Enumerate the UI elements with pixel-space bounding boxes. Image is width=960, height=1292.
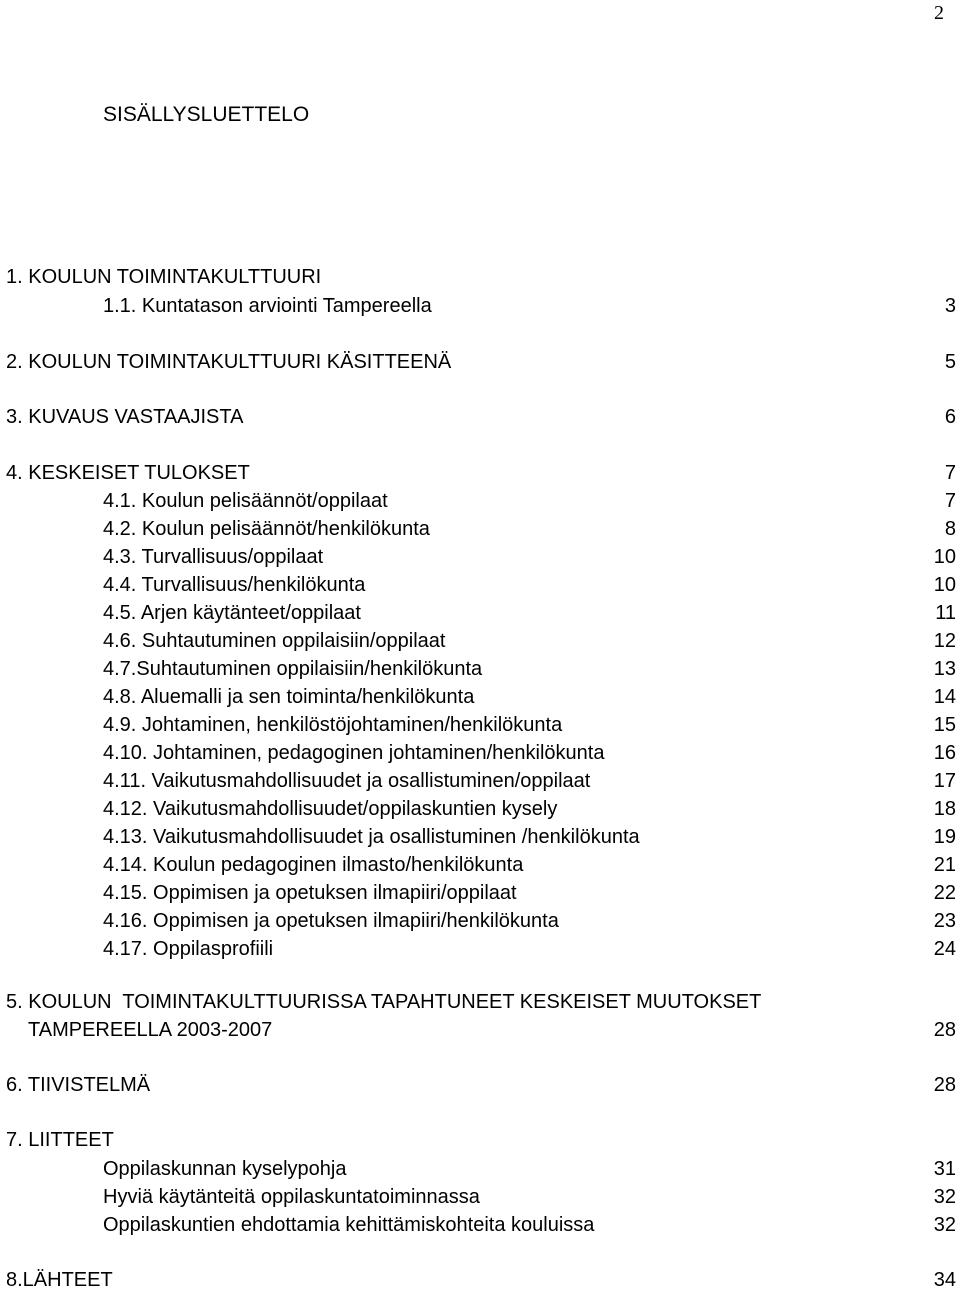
toc-entry-page: 10 [933, 574, 956, 596]
toc-entry-text: 4.11. Vaikutusmahdollisuudet ja osallistuminen/oppilaat [103, 770, 591, 792]
toc-entry-page: 11 [935, 602, 956, 624]
toc-entry-page: 5 [944, 351, 956, 373]
toc-entry-page: 28 [933, 1074, 956, 1096]
toc-entry-text: 4.10. Johtaminen, pedagoginen johtaminen/henkilökunta [103, 742, 605, 764]
toc-entry-page: 24 [933, 938, 956, 960]
toc-entry-text: 8.LÄHTEET [6, 1269, 113, 1291]
toc-entry-text: 6. TIIVISTELMÄ [6, 1074, 151, 1096]
toc-entry-text: 4.8. Aluemalli ja sen toiminta/henkilökunta [103, 686, 475, 708]
toc-entry-text: 4.6. Suhtautuminen oppilaisiin/oppilaat [103, 630, 446, 652]
toc-entry-page: 21 [933, 854, 956, 876]
toc-entry-page: 6 [944, 406, 956, 428]
toc-entry-page: 15 [933, 714, 956, 736]
toc-entry-text: Oppilaskuntien ehdottamia kehittämiskohteita kouluissa [103, 1214, 595, 1236]
toc-entry-text: 1.1. Kuntatason arviointi Tampereella [103, 295, 432, 317]
toc-entry-text: 4.2. Koulun pelisäännöt/henkilökunta [103, 518, 430, 540]
toc-entry-page: 8 [944, 518, 956, 540]
toc-entry-text: 4.9. Johtaminen, henkilöstöjohtaminen/henkilökunta [103, 714, 563, 736]
toc-entry-text: 4.3. Turvallisuus/oppilaat [103, 546, 324, 568]
toc-entry-page: 10 [933, 546, 956, 568]
toc-entry-page: 3 [944, 295, 956, 317]
toc-entry-text: 4.4. Turvallisuus/henkilökunta [103, 574, 366, 596]
toc-entry-text: Oppilaskunnan kyselypohja [103, 1158, 347, 1180]
toc-entry-page: 17 [933, 770, 956, 792]
toc-entry-page: 7 [944, 462, 956, 484]
toc-entry-text: 4.7.Suhtautuminen oppilaisiin/henkilökunta [103, 658, 483, 680]
toc-entry-text: 1. KOULUN TOIMINTAKULTTUURI [6, 266, 322, 288]
toc-entry-text: Hyviä käytänteitä oppilaskuntatoiminnassa [103, 1186, 480, 1208]
toc-entry-page: 14 [933, 686, 956, 708]
toc-entry-page: 7 [944, 490, 956, 512]
toc-entry-text: 4.5. Arjen käytänteet/oppilaat [103, 602, 361, 624]
toc-entry-page: 32 [933, 1214, 956, 1236]
toc-entry-page: 23 [933, 910, 956, 932]
toc-entry-text: 4.12. Vaikutusmahdollisuudet/oppilaskuntien kysely [103, 798, 558, 820]
toc-entry-text: 3. KUVAUS VASTAAJISTA [6, 406, 244, 428]
toc-entry-page: 34 [933, 1269, 956, 1291]
toc-entry-text: 2. KOULUN TOIMINTAKULTTUURI KÄSITTEENÄ [6, 351, 452, 373]
toc-entry-text: 4.13. Vaikutusmahdollisuudet ja osallistuminen /henkilökunta [103, 826, 640, 848]
toc-entry-page: 13 [933, 658, 956, 680]
toc-entry-page: 28 [933, 1019, 956, 1041]
toc-entry-text: 4. KESKEISET TULOKSET [6, 462, 250, 484]
page-number: 2 [934, 2, 944, 24]
toc-entry-text: 7. LIITTEET [6, 1129, 114, 1151]
toc-entry-page: 22 [933, 882, 956, 904]
toc-entry-page: 19 [933, 826, 956, 848]
toc-entry-text: 4.14. Koulun pedagoginen ilmasto/henkilökunta [103, 854, 524, 876]
toc-entry-text: 5. KOULUN TOIMINTAKULTTUURISSA TAPAHTUNEET KESKEISET MUUTOKSET [6, 991, 762, 1013]
toc-entry-page: 16 [933, 742, 956, 764]
toc-entry-text: 4.16. Oppimisen ja opetuksen ilmapiiri/henkilökunta [103, 910, 559, 932]
toc-entry-page: 32 [933, 1186, 956, 1208]
toc-entry-text: TAMPEREELLA 2003-2007 [28, 1019, 273, 1041]
page-title: SISÄLLYSLUETTELO [103, 103, 310, 126]
toc-entry-page: 31 [933, 1158, 956, 1180]
toc-entry-page: 18 [933, 798, 956, 820]
toc-entry-text: 4.15. Oppimisen ja opetuksen ilmapiiri/oppilaat [103, 882, 517, 904]
toc-entry-text: 4.17. Oppilasprofiili [103, 938, 274, 960]
toc-entry-text: 4.1. Koulun pelisäännöt/oppilaat [103, 490, 388, 512]
toc-entry-page: 12 [933, 630, 956, 652]
